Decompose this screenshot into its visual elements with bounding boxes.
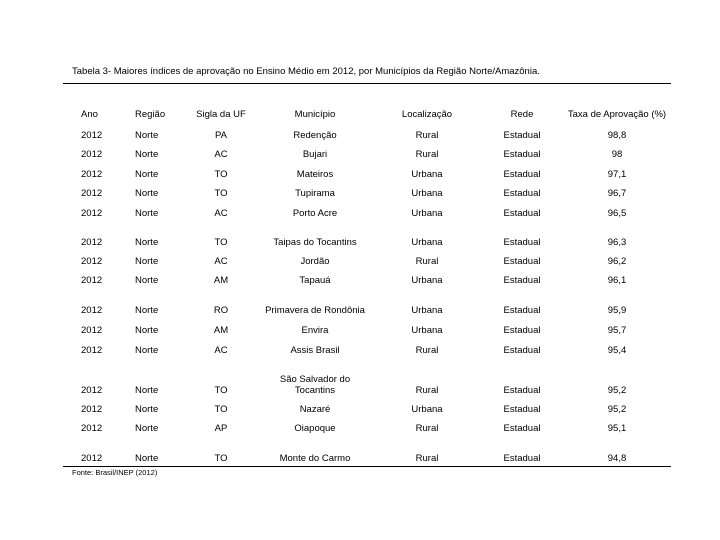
- cell-sigla-uf: PA: [215, 130, 227, 141]
- cell-municipio: Taipas do Tocantins: [273, 237, 357, 248]
- cell-municipio: Tapauá: [299, 275, 331, 286]
- cell-taxa-aprovacao: 95,2: [607, 404, 627, 415]
- cell-localizacao: Rural: [415, 385, 439, 396]
- cell-regiao: Norte: [135, 275, 159, 286]
- cell-municipio: Jordão: [300, 256, 330, 267]
- cell-sigla-uf: TO: [214, 453, 228, 464]
- cell-regiao: Norte: [135, 305, 159, 316]
- cell-localizacao: Urbana: [411, 305, 443, 316]
- cell-taxa-aprovacao: 95,4: [607, 345, 627, 356]
- cell-taxa-aprovacao: 96,7: [607, 188, 627, 199]
- cell-rede: Estadual: [503, 325, 541, 336]
- cell-sigla-uf: RO: [213, 305, 229, 316]
- cell-rede: Estadual: [503, 275, 541, 286]
- cell-taxa-aprovacao: 96,2: [607, 256, 627, 267]
- cell-localizacao: Urbana: [411, 208, 443, 219]
- cell-rede: Estadual: [503, 404, 541, 415]
- header-sigla-uf: Sigla da UF: [196, 109, 246, 120]
- table-row: [63, 180, 671, 199]
- cell-taxa-aprovacao: 94,8: [607, 453, 627, 464]
- cell-regiao: Norte: [135, 404, 159, 415]
- cell-sigla-uf: TO: [214, 169, 228, 180]
- cell-localizacao: Urbana: [411, 188, 443, 199]
- approval-rates-table: [63, 84, 671, 464]
- cell-ano: 2012: [81, 149, 103, 160]
- cell-regiao: Norte: [135, 169, 159, 180]
- cell-sigla-uf: TO: [214, 385, 228, 396]
- cell-rede: Estadual: [503, 423, 541, 434]
- cell-localizacao: Rural: [415, 423, 439, 434]
- header-localizacao: Localização: [401, 109, 453, 120]
- source-note: Fonte: Brasil/INEP (2012): [72, 468, 158, 477]
- cell-localizacao: Rural: [415, 130, 439, 141]
- cell-regiao: Norte: [135, 130, 159, 141]
- cell-rede: Estadual: [503, 453, 541, 464]
- cell-municipio: São Salvador do Tocantins: [279, 374, 351, 396]
- cell-ano: 2012: [81, 385, 103, 396]
- cell-sigla-uf: AC: [214, 149, 228, 160]
- cell-municipio: Tupirama: [295, 188, 335, 199]
- cell-municipio: Porto Acre: [292, 208, 338, 219]
- header-taxa-aprovacao: Taxa de Aprovação (%): [567, 109, 667, 120]
- cell-sigla-uf: AM: [213, 325, 229, 336]
- cell-rede: Estadual: [503, 345, 541, 356]
- cell-regiao: Norte: [135, 256, 159, 267]
- cell-localizacao: Urbana: [411, 237, 443, 248]
- cell-localizacao: Rural: [415, 453, 439, 464]
- cell-ano: 2012: [81, 423, 103, 434]
- cell-rede: Estadual: [503, 237, 541, 248]
- cell-taxa-aprovacao: 97,1: [607, 169, 627, 180]
- table-row: [63, 199, 671, 219]
- cell-regiao: Norte: [135, 453, 159, 464]
- cell-ano: 2012: [81, 208, 103, 219]
- cell-municipio: Bujari: [302, 149, 328, 160]
- cell-ano: 2012: [81, 169, 103, 180]
- cell-regiao: Norte: [135, 208, 159, 219]
- cell-taxa-aprovacao: 98,8: [607, 130, 627, 141]
- header-regiao: Região: [135, 109, 166, 120]
- table-row: [63, 141, 671, 160]
- cell-sigla-uf: AP: [214, 423, 228, 434]
- cell-rede: Estadual: [503, 149, 541, 160]
- header-ano: Ano: [81, 109, 98, 120]
- cell-municipio: Monte do Carmo: [279, 453, 351, 464]
- cell-localizacao: Urbana: [411, 275, 443, 286]
- table-row: [63, 160, 671, 180]
- cell-regiao: Norte: [135, 345, 159, 356]
- cell-rede: Estadual: [503, 385, 541, 396]
- cell-taxa-aprovacao: 95,7: [607, 325, 627, 336]
- cell-localizacao: Rural: [415, 345, 439, 356]
- cell-regiao: Norte: [135, 423, 159, 434]
- cell-ano: 2012: [81, 404, 103, 415]
- table-bottom-rule: [63, 466, 671, 467]
- cell-rede: Estadual: [503, 305, 541, 316]
- cell-ano: 2012: [81, 345, 103, 356]
- cell-ano: 2012: [81, 237, 103, 248]
- table-row: [63, 336, 671, 356]
- cell-regiao: Norte: [135, 325, 159, 336]
- cell-ano: 2012: [81, 325, 103, 336]
- table-row: [63, 248, 671, 267]
- cell-regiao: Norte: [135, 149, 159, 160]
- cell-rede: Estadual: [503, 130, 541, 141]
- cell-localizacao: Urbana: [411, 169, 443, 180]
- cell-ano: 2012: [81, 130, 103, 141]
- cell-taxa-aprovacao: 96,5: [607, 208, 627, 219]
- cell-taxa-aprovacao: 95,2: [607, 385, 627, 396]
- cell-rede: Estadual: [503, 208, 541, 219]
- cell-localizacao: Rural: [415, 256, 439, 267]
- cell-municipio: Mateiros: [296, 169, 334, 180]
- cell-sigla-uf: AC: [214, 208, 228, 219]
- cell-municipio: Envira: [301, 325, 329, 336]
- cell-regiao: Norte: [135, 385, 159, 396]
- cell-sigla-uf: AM: [213, 275, 229, 286]
- table-caption: Tabela 3- Maiores índices de aprovação no Ensino Médio em 2012, por Municípios da Região Norte/Amazônia.: [72, 66, 540, 77]
- table-row: [63, 434, 671, 464]
- table-row: [63, 286, 671, 316]
- cell-municipio: Oiapoque: [294, 423, 336, 434]
- table-row: [63, 219, 671, 248]
- cell-taxa-aprovacao: 96,1: [607, 275, 627, 286]
- cell-taxa-aprovacao: 95,9: [607, 305, 627, 316]
- cell-municipio: Nazaré: [299, 404, 331, 415]
- table-row: [63, 396, 671, 415]
- cell-sigla-uf: AC: [214, 256, 228, 267]
- cell-municipio: Redenção: [293, 130, 337, 141]
- cell-municipio: Assis Brasil: [290, 345, 340, 356]
- cell-taxa-aprovacao: 95,1: [607, 423, 627, 434]
- cell-rede: Estadual: [503, 169, 541, 180]
- table-row: [63, 122, 671, 141]
- cell-taxa-aprovacao: 98: [611, 149, 623, 160]
- cell-sigla-uf: TO: [214, 237, 228, 248]
- cell-ano: 2012: [81, 453, 103, 464]
- table-row: [63, 356, 671, 396]
- table-row: [63, 316, 671, 336]
- cell-ano: 2012: [81, 188, 103, 199]
- header-municipio: Município: [294, 109, 336, 120]
- cell-regiao: Norte: [135, 188, 159, 199]
- cell-localizacao: Urbana: [411, 325, 443, 336]
- cell-localizacao: Rural: [415, 149, 439, 160]
- cell-ano: 2012: [81, 256, 103, 267]
- cell-ano: 2012: [81, 305, 103, 316]
- table-row: [63, 415, 671, 434]
- cell-sigla-uf: AC: [214, 345, 228, 356]
- cell-ano: 2012: [81, 275, 103, 286]
- table-row: [63, 267, 671, 286]
- cell-rede: Estadual: [503, 188, 541, 199]
- cell-regiao: Norte: [135, 237, 159, 248]
- table-header-row: [63, 84, 671, 122]
- cell-localizacao: Urbana: [411, 404, 443, 415]
- cell-sigla-uf: TO: [214, 188, 228, 199]
- cell-taxa-aprovacao: 96,3: [607, 237, 627, 248]
- cell-municipio: Primavera de Rondônia: [265, 305, 365, 316]
- cell-sigla-uf: TO: [214, 404, 228, 415]
- header-rede: Rede: [510, 109, 534, 120]
- cell-rede: Estadual: [503, 256, 541, 267]
